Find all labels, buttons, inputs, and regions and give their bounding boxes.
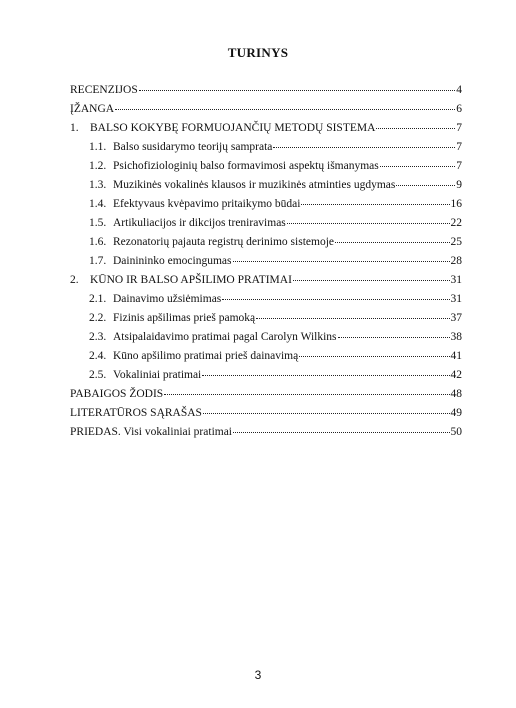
dot-leader [338,325,450,338]
toc-entry[interactable] [70,99,462,117]
toc-entry-number: 1. [70,122,79,134]
toc-entry-page: 41 [450,350,462,362]
toc-entry-number: 1.4. [89,198,107,210]
dot-leader [203,401,450,414]
toc-entry-page: 49 [450,407,462,419]
dot-leader [233,249,450,262]
toc-entry[interactable] [89,365,462,383]
toc-entry[interactable] [70,80,462,98]
toc-entry-page: 48 [450,388,462,400]
toc-entry-page: 7 [456,122,462,134]
toc-entry-label: Dainininko emocingumas [113,255,232,267]
dot-leader [164,382,449,395]
dot-leader [287,211,450,224]
toc-entry-label: Balso susidarymo teorijų samprata [113,141,273,153]
toc-entry-page: 38 [450,331,462,343]
dot-leader [293,268,450,281]
dot-leader [273,135,455,148]
toc-entry-number: 2.4. [89,350,107,362]
toc-entry-label: Artikuliacijos ir dikcijos treniravimas [113,217,286,229]
dot-leader [256,306,449,319]
toc-entry[interactable] [89,175,462,193]
toc-entry-number: 1.1. [89,141,107,153]
toc-entry-number: 1.5. [89,217,107,229]
toc-entry-page: 7 [456,141,462,153]
toc-entry[interactable] [70,384,462,402]
dot-leader [233,420,449,433]
dot-leader [139,78,456,91]
toc-entry-page: 37 [450,312,462,324]
dot-leader [222,287,449,300]
toc-entry-number: 2.2. [89,312,107,324]
toc-entry-page: 42 [450,369,462,381]
toc-entry-number: 2.1. [89,293,107,305]
toc-entry-page: 31 [450,293,462,305]
toc-entry-number: 1.2. [89,160,107,172]
toc-entry[interactable] [89,156,462,174]
toc-entry-label: PABAIGOS ŽODIS [70,388,164,400]
toc-entry-number: 2. [70,274,79,286]
toc-entry-number: 1.6. [89,236,107,248]
page-number: 3 [254,668,262,682]
toc-entry-page: 7 [456,160,462,172]
toc-entry-label: PRIEDAS. Visi vokaliniai pratimai [70,426,233,438]
toc-entry[interactable] [89,194,462,212]
toc-entry-page: 22 [450,217,462,229]
toc-entry-label: KŪNO IR BALSO APŠILIMO PRATIMAI [90,274,292,286]
toc-entry-page: 28 [450,255,462,267]
toc-entry-page: 50 [450,426,462,438]
toc-entry-number: 2.5. [89,369,107,381]
toc-entry-page: 6 [456,103,462,115]
dot-leader [380,154,456,167]
toc-entry[interactable] [89,213,462,231]
toc-entry[interactable] [70,403,462,421]
dot-leader [396,173,455,186]
dot-leader [301,192,449,205]
toc-entry-number: 1.7. [89,255,107,267]
dot-leader [335,230,450,243]
toc-entry-label: Muzikinės vokalinės klausos ir muzikinės atminties ugdymas [113,179,396,191]
toc-entry-number: 2.3. [89,331,107,343]
toc-entry[interactable] [70,270,462,288]
toc-entry[interactable] [70,422,462,440]
toc-entry-label: BALSO KOKYBĘ FORMUOJANČIŲ METODŲ SISTEMA [90,122,376,134]
toc-entry-label: LITERATŪROS SĄRAŠAS [70,407,202,419]
toc-entry-page: 4 [456,84,462,96]
toc-entry[interactable] [70,118,462,136]
toc-entry-label: ĮŽANGA [70,103,115,115]
toc-entry-label: Atsipalaidavimo pratimai pagal Carolyn Wilkins [113,331,337,343]
dot-leader [115,97,455,110]
dot-leader [202,363,449,376]
dot-leader [376,116,455,129]
toc-entry-label: Dainavimo užsiėmimas [113,293,222,305]
toc-entry[interactable] [89,346,462,364]
toc-entry-number: 1.3. [89,179,107,191]
toc-entry-label: Vokaliniai pratimai [113,369,202,381]
toc-entry[interactable] [89,251,462,269]
toc-entry-label: Rezonatorių pajauta registrų derinimo sistemoje [113,236,334,248]
toc-entry[interactable] [89,327,462,345]
dot-leader [299,344,449,357]
toc-entry[interactable] [89,232,462,250]
toc-entry-page: 25 [450,236,462,248]
toc-entry-label: Kūno apšilimo pratimai prieš dainavimą [113,350,299,362]
toc-entry-label: RECENZIJOS [70,84,138,96]
toc-entry-label: Efektyvaus kvėpavimo pritaikymo būdai [113,198,301,210]
toc-entry-page: 9 [456,179,462,191]
toc-entry-page: 31 [450,274,462,286]
toc-entry-label: Psichofiziologinių balso formavimosi aspektų išmanymas [113,160,379,172]
toc-title: TURINYS [227,45,289,60]
toc-entry[interactable] [89,137,462,155]
toc-entry[interactable] [89,308,462,326]
toc-entry-label: Fizinis apšilimas prieš pamoką [113,312,256,324]
toc-entry-page: 16 [450,198,462,210]
toc-entry[interactable] [89,289,462,307]
